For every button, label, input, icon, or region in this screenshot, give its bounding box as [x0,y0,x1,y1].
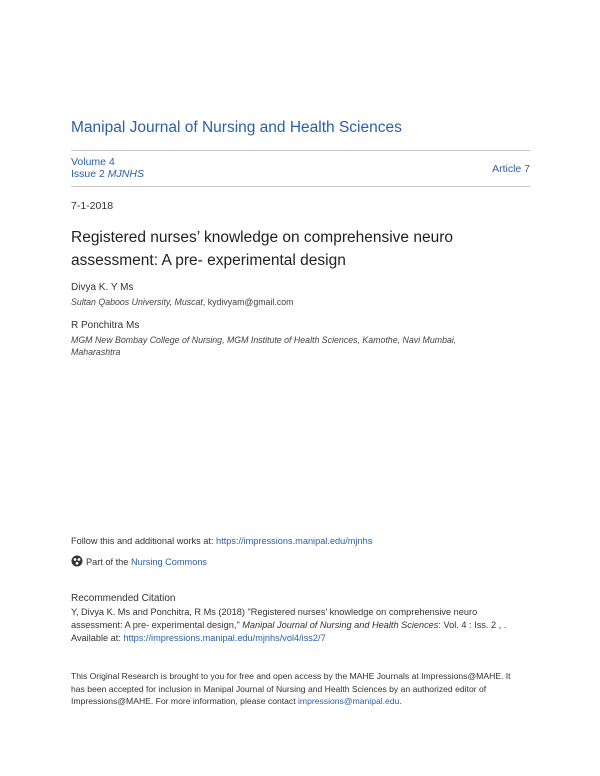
follow-link[interactable]: https://impressions.manipal.edu/mjnhs [216,536,373,546]
nursing-commons-link[interactable]: Nursing Commons [130,557,208,567]
contact-email-link[interactable]: impressions@manipal.edu [298,696,400,706]
article-title [71,226,531,272]
article-title-line2: assessment: A pre- experimental design [71,252,346,269]
volume-issue[interactable] [71,156,144,180]
issue-label[interactable]: Issue 2 MJNHS [71,168,144,180]
citation-body: Y, Divya K. Ms and Ponchitra, R Ms (2018) "Registered nurses’ knowledge on comprehensive neuro assessment: A pre- experimental design," Manipal Journal of Nursing and Health Sciences: Vol. 4 : Iss. 2 , . Available at: https://impressions.manipal.edu/mjnhs/vol4/iss2/7 [71,607,507,643]
issue-abbrev: MJNHS [107,168,144,180]
commons-network-icon [71,555,83,571]
follow-line: Follow this and additional works at: https://impressions.manipal.edu/mjnhs [71,536,373,546]
journal-title[interactable]: Manipal Journal of Nursing and Health Sciences [71,119,402,136]
article-number[interactable]: Article 7 [492,163,530,175]
author-2 [71,320,456,358]
author-email[interactable]: , kydivyam@gmail.com [202,297,294,307]
author-name: R Ponchitra Ms [71,320,140,331]
divider-top [71,150,530,151]
publication-date: 7-1-2018 [71,200,114,212]
footer-statement: This Original Research is brought to you for free and open access by the MAHE Journals at Impressions@MAHE. It has been accepted for inclusion in Manipal Journal of Nursing and Health Sciences by an authorized editor of Impressions@MAHE. For more information, please contact impressions@manipal.edu. [71,671,511,706]
author-1 [71,282,293,308]
author-name: Divya K. Y Ms [71,282,134,293]
author-affiliation: Sultan Qaboos University, Muscat, kydivyam@gmail.com [71,297,294,307]
part-of-line: Part of the Nursing Commons [71,555,207,571]
author-affiliation: MGM New Bombay College of Nursing, MGM Institute of Health Sciences, Kamothe, Navi Mumbai, Maharashtra [71,335,457,357]
citation-heading: Recommended Citation [71,593,176,604]
volume-label[interactable]: Volume 4 [71,156,115,168]
divider-bottom [71,186,530,187]
citation-link[interactable]: https://impressions.manipal.edu/mjnhs/vol4/iss2/7 [123,633,326,643]
article-title-line1: Registered nurses’ knowledge on comprehensive neuro [71,229,453,246]
